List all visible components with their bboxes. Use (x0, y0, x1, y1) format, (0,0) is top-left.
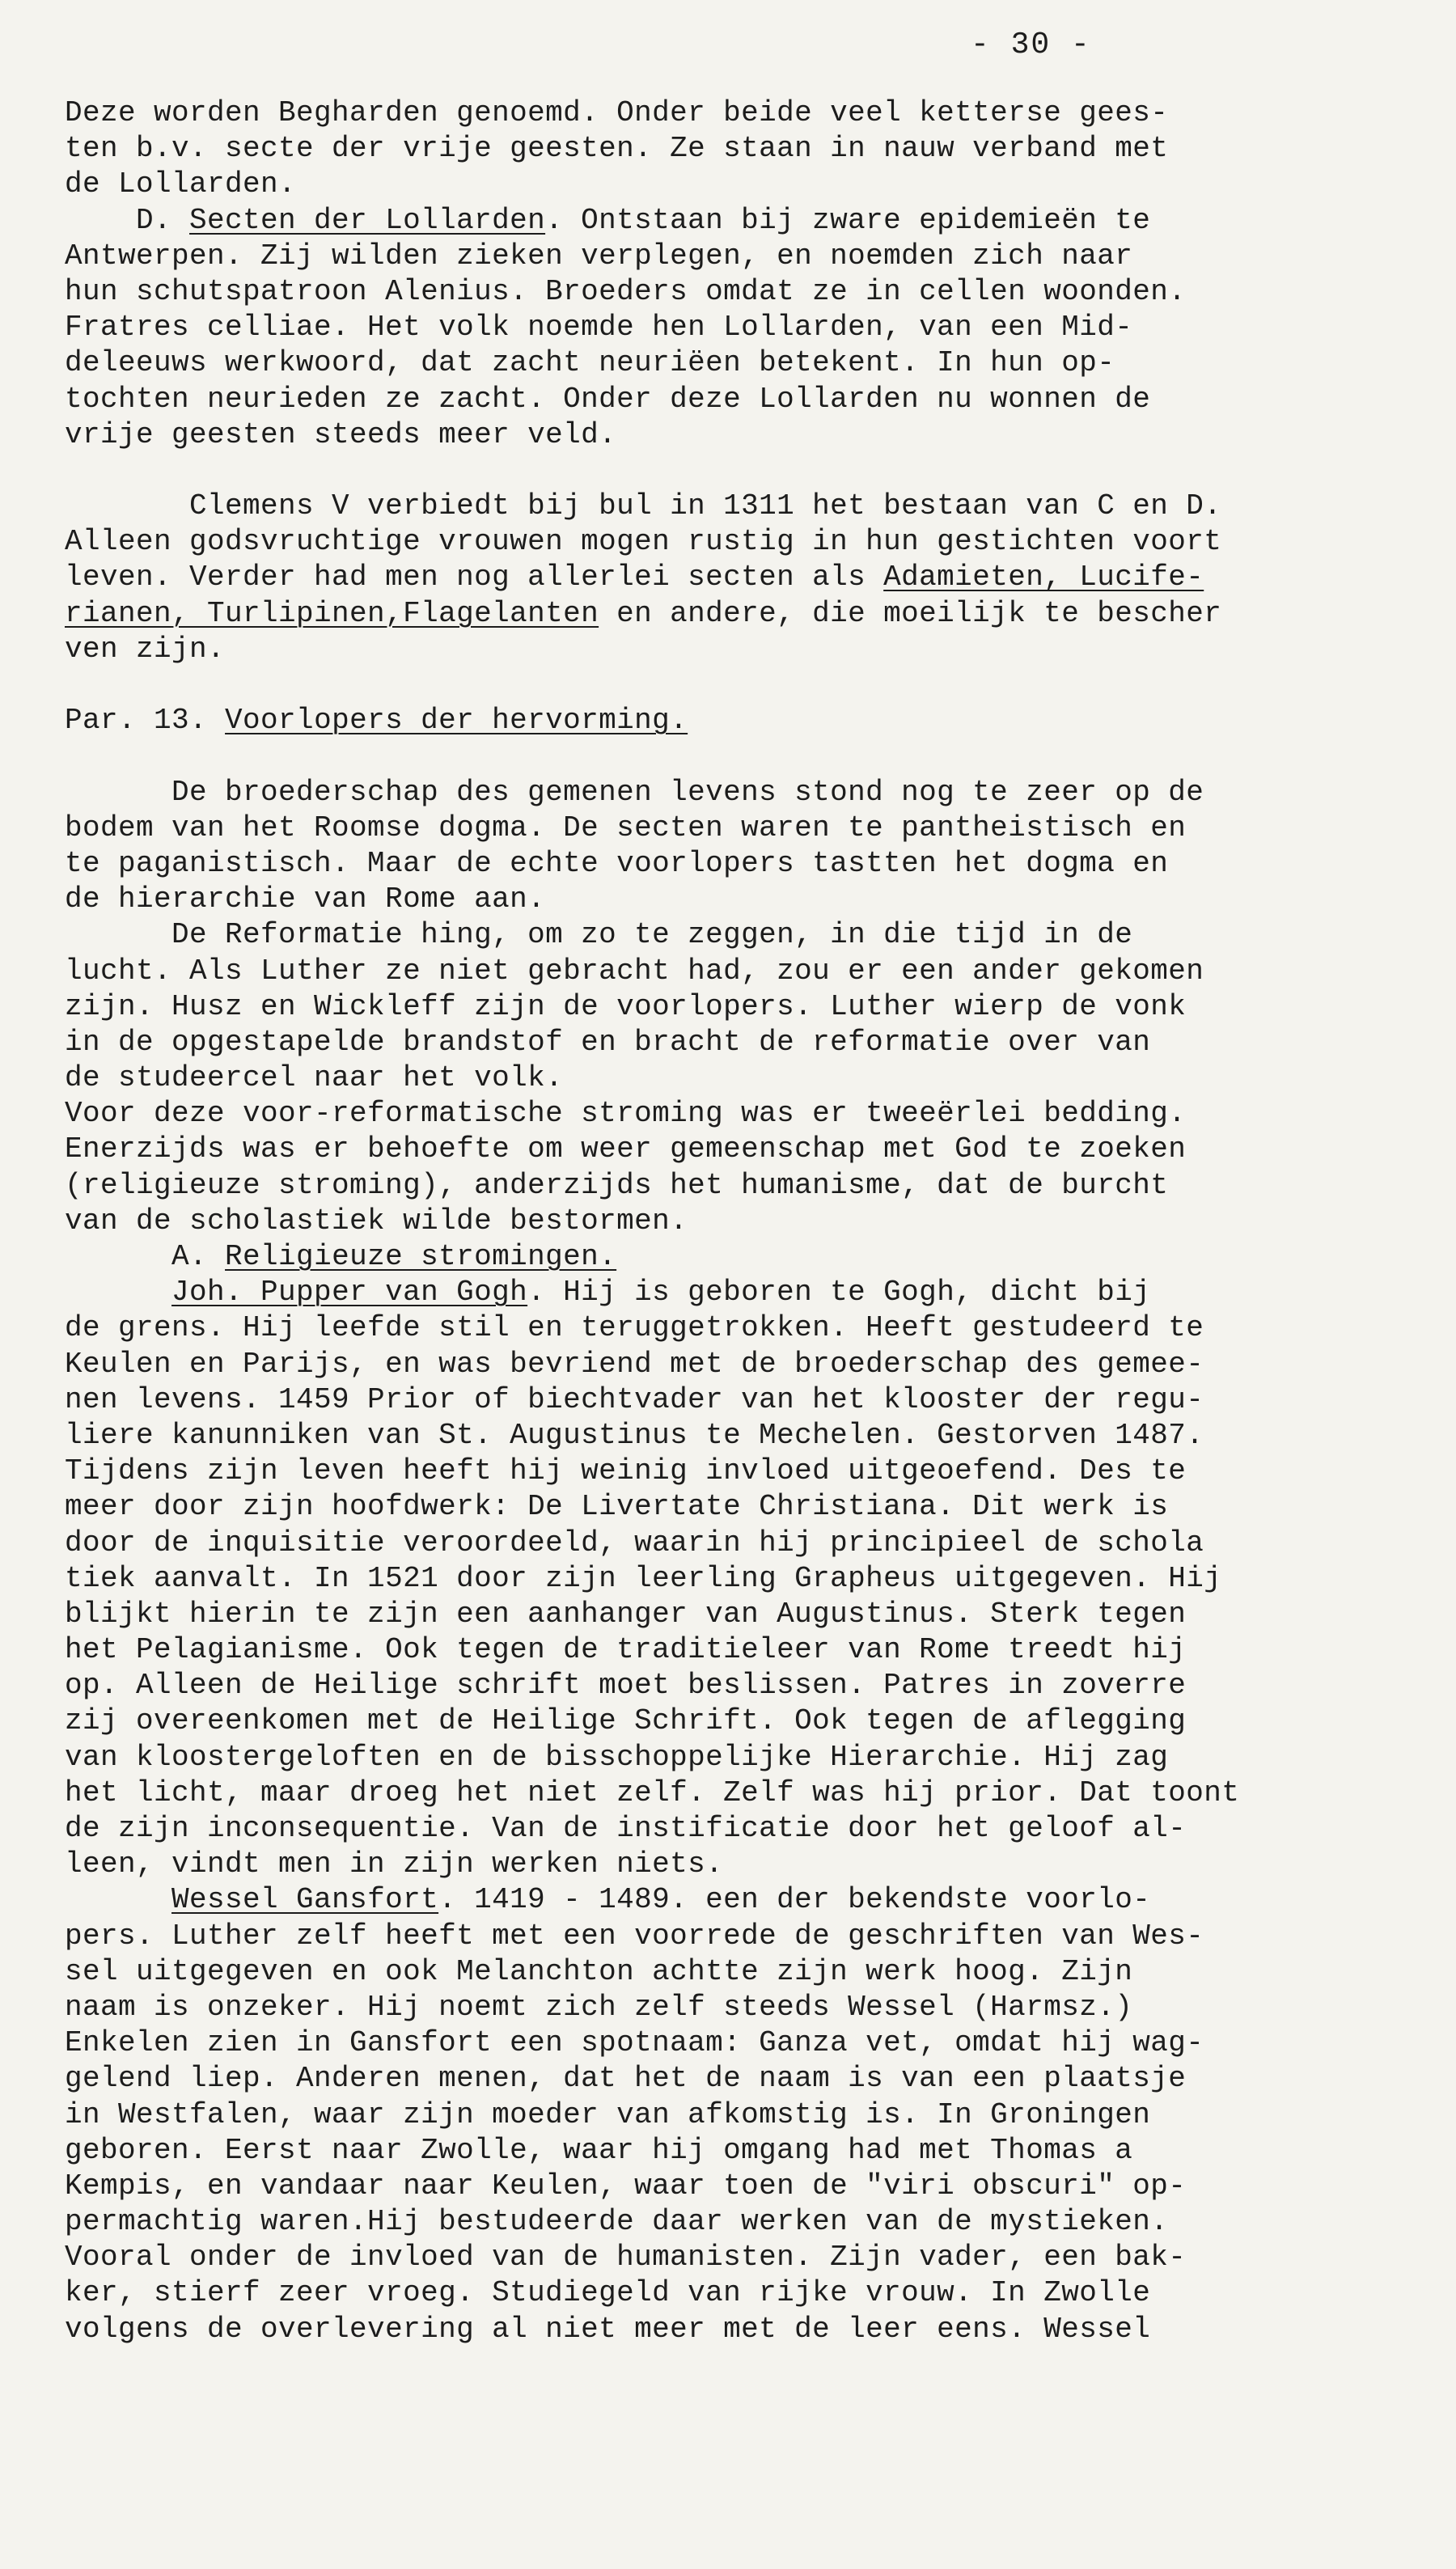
text-segment: Deze worden Begharden genoemd. Onder beide veel ketterse gees- (65, 96, 1169, 129)
text-line (65, 1275, 1424, 1310)
underlined-heading: rianen, Turlipinen,Flagelanten (65, 596, 599, 630)
text-segment: D. (65, 203, 190, 237)
text-segment: De broederschap des gemenen levens stond nog te zeer op de (65, 775, 1204, 809)
text-segment: leven. Verder had men nog allerlei secten als (65, 561, 884, 595)
text-segment: lucht. Als Luther ze niet gebracht had, zou er een ander gekomen (65, 954, 1204, 988)
text-segment: . Ontstaan bij zware epidemieën te (545, 203, 1151, 237)
text-line (65, 1204, 1424, 1239)
text-segment: zij overeenkomen met de Heilige Schrift. Ook tegen de aflegging (65, 1704, 1187, 1738)
text-line (65, 1060, 1424, 1096)
text-line (65, 1561, 1424, 1597)
text-line (65, 239, 1424, 274)
text-segment: leen, vindt men in zijn werken niets. (65, 1847, 724, 1881)
text-segment: . 1419 - 1489. een der bekendste voorlo- (438, 1883, 1151, 1917)
text-line (65, 2204, 1424, 2240)
text-line (65, 2312, 1424, 2347)
text-segment: Alleen godsvruchtige vrouwen mogen rustig in hun gestichten voort (65, 525, 1222, 559)
text-segment: het Pelagianisme. Ook tegen de traditieleer van Rome treedt hij (65, 1633, 1187, 1667)
underlined-heading: Secten der Lollarden (189, 203, 546, 237)
text-line (65, 345, 1424, 381)
text-line (65, 131, 1424, 167)
text-line (65, 1847, 1424, 1882)
text-line (65, 274, 1424, 310)
text-line (65, 1668, 1424, 1703)
text-segment: en andere, die moeilijk te bescher (599, 596, 1222, 630)
text-line (65, 1597, 1424, 1632)
text-segment: hun schutspatroon Alenius. Broeders omdat ze in cellen woonden. (65, 274, 1187, 308)
text-segment: naam is onzeker. Hij noemt zich zelf steeds Wessel (Harmsz.) (65, 1990, 1133, 2024)
text-line (65, 810, 1424, 846)
text-line (65, 524, 1424, 560)
text-segment: de grens. Hij leefde stil en teruggetrokken. Heeft gestudeerd te (65, 1311, 1204, 1345)
text-line (65, 489, 1424, 524)
text-line (65, 632, 1424, 667)
text-segment: nen levens. 1459 Prior of biechtvader van het klooster der regu- (65, 1382, 1204, 1416)
text-segment: in Westfalen, waar zijn moeder van afkomstig is. In Groningen (65, 2097, 1151, 2131)
text-segment: tochten neurieden ze zacht. Onder deze Lollarden nu wonnen de (65, 382, 1151, 416)
text-line (65, 2240, 1424, 2275)
text-segment: deleeuws werkwoord, dat zacht neuriëen betekent. In hun op- (65, 346, 1115, 380)
underlined-heading: Wessel Gansfort (171, 1883, 439, 1917)
text-line (65, 1740, 1424, 1775)
text-segment: Par. 13. (65, 704, 226, 738)
text-segment: het licht, maar droeg het niet zelf. Zelf was hij prior. Dat toont (65, 1775, 1240, 1809)
text-line (65, 596, 1424, 632)
text-line (65, 1919, 1424, 1954)
text-line (65, 2169, 1424, 2204)
text-segment: ven zijn. (65, 632, 226, 666)
text-line (65, 1347, 1424, 1382)
text-segment: Fratres celliae. Het volk noemde hen Lollarden, van een Mid- (65, 311, 1133, 345)
text-segment: ker, stierf zeer vroeg. Studiegeld van rijke vrouw. In Zwolle (65, 2276, 1151, 2310)
text-segment: op. Alleen de Heilige schrift moet beslissen. Patres in zoverre (65, 1669, 1187, 1703)
text-segment: Tijdens zijn leven heeft hij weinig invloed uitgeoefend. Des te (65, 1454, 1187, 1488)
text-segment: zijn. Husz en Wickleff zijn de voorlopers. Luther wierp de vonk (65, 989, 1187, 1023)
text-line (65, 1132, 1424, 1167)
text-segment: Enkelen zien in Gansfort een spotnaam: Ganza vet, omdat hij wag- (65, 2026, 1204, 2060)
underlined-heading: Voorlopers der hervorming. (225, 704, 688, 738)
text-line (65, 1489, 1424, 1525)
body-text (65, 95, 1424, 2347)
text-segment: tiek aanvalt. In 1521 door zijn leerling Grapheus uitgegeven. Hij (65, 1561, 1222, 1595)
text-line (65, 1025, 1424, 1060)
text-segment: door de inquisitie veroordeeld, waarin hij principieel de schola (65, 1526, 1204, 1560)
text-segment: liere kanunniken van St. Augustinus te Mechelen. Gestorven 1487. (65, 1418, 1204, 1452)
text-segment: Clemens V verbiedt bij bul in 1311 het bestaan van C en D. (65, 489, 1222, 523)
text-line (65, 1382, 1424, 1418)
text-line (65, 739, 1424, 774)
text-line (65, 1096, 1424, 1132)
text-line (65, 417, 1424, 453)
text-line (65, 1954, 1424, 1990)
text-segment: te paganistisch. Maar de echte voorlopers tastten het dogma en (65, 846, 1169, 880)
text-line (65, 560, 1424, 595)
text-line (65, 1454, 1424, 1489)
text-line (65, 1811, 1424, 1847)
text-line (65, 2061, 1424, 2097)
text-segment: volgens de overlevering al niet meer met de leer eens. Wessel (65, 2312, 1151, 2346)
text-segment: de zijn inconsequentie. Van de instificatie door het geloof al- (65, 1812, 1187, 1845)
text-line (65, 1168, 1424, 1204)
text-line (65, 203, 1424, 239)
text-segment: Voor deze voor-reformatische stroming was er tweeërlei bedding. (65, 1097, 1187, 1131)
text-line (65, 2025, 1424, 2061)
text-segment (65, 1276, 171, 1309)
text-line (65, 989, 1424, 1025)
page-number: - 30 - (971, 28, 1091, 62)
text-line (65, 917, 1424, 953)
text-segment: geboren. Eerst naar Zwolle, waar hij omgang had met Thomas a (65, 2133, 1133, 2167)
text-segment: Vooral onder de invloed van de humanisten. Zijn vader, een bak- (65, 2241, 1187, 2275)
text-line (65, 2275, 1424, 2311)
text-line (65, 775, 1424, 810)
text-line (65, 954, 1424, 989)
text-segment: de hierarchie van Rome aan. (65, 882, 546, 916)
text-line (65, 453, 1424, 489)
text-segment: (religieuze stroming), anderzijds het humanisme, dat de burcht (65, 1168, 1169, 1202)
text-line (65, 1775, 1424, 1811)
text-line (65, 1632, 1424, 1668)
text-line (65, 2133, 1424, 2169)
text-line (65, 1703, 1424, 1739)
text-line (65, 2097, 1424, 2133)
text-segment: Keulen en Parijs, en was bevriend met de broederschap des gemee- (65, 1347, 1204, 1381)
text-segment: Kempis, en vandaar naar Keulen, waar toen de "viri obscuri" op- (65, 2169, 1187, 2203)
text-line (65, 95, 1424, 131)
text-segment: Antwerpen. Zij wilden zieken verplegen, en noemden zich naar (65, 239, 1133, 273)
text-line (65, 882, 1424, 917)
text-line (65, 846, 1424, 882)
text-segment: pers. Luther zelf heeft met een voorrede de geschriften van Wes- (65, 1919, 1204, 1953)
text-line (65, 310, 1424, 345)
text-segment: gelend liep. Anderen menen, dat het de naam is van een plaatsje (65, 2062, 1187, 2096)
text-segment: de studeercel naar het volk. (65, 1061, 564, 1095)
text-segment: permachtig waren.Hij bestudeerde daar werken van de mystieken. (65, 2205, 1169, 2239)
text-line (65, 1882, 1424, 1918)
text-line (65, 1418, 1424, 1454)
text-line (65, 1310, 1424, 1346)
text-segment: . Hij is geboren te Gogh, dicht bij (527, 1276, 1151, 1310)
text-segment: de Lollarden. (65, 167, 297, 201)
text-segment: vrije geesten steeds meer veld. (65, 417, 617, 451)
text-segment: in de opgestapelde brandstof en bracht de reformatie over van (65, 1025, 1151, 1059)
text-line (65, 1990, 1424, 2025)
text-line (65, 703, 1424, 739)
text-segment: Enerzijds was er behoefte om weer gemeenschap met God te zoeken (65, 1132, 1187, 1166)
underlined-heading: Joh. Pupper van Gogh (171, 1276, 528, 1310)
text-line (65, 667, 1424, 703)
text-segment (65, 1883, 171, 1916)
text-line (65, 167, 1424, 202)
text-line (65, 1239, 1424, 1275)
text-segment: blijkt hierin te zijn een aanhanger van Augustinus. Sterk tegen (65, 1597, 1187, 1631)
underlined-heading: Adamieten, Lucife- (883, 561, 1204, 595)
text-segment: ten b.v. secte der vrije geesten. Ze staan in nauw verband met (65, 132, 1169, 166)
text-segment: meer door zijn hoofdwerk: De Livertate Christiana. Dit werk is (65, 1490, 1169, 1524)
text-segment: bodem van het Roomse dogma. De secten waren te pantheistisch en (65, 810, 1187, 844)
text-segment: De Reformatie hing, om zo te zeggen, in die tijd in de (65, 918, 1133, 952)
text-line (65, 382, 1424, 417)
underlined-heading: Religieuze stromingen. (225, 1240, 617, 1273)
text-segment: sel uitgegeven en ook Melanchton achtte zijn werk hoog. Zijn (65, 1954, 1133, 1988)
text-segment: van kloostergeloften en de bisschoppelijke Hierarchie. Hij zag (65, 1740, 1169, 1774)
text-segment: van de scholastiek wilde bestormen. (65, 1204, 688, 1238)
text-line (65, 1526, 1424, 1561)
text-segment: A. (65, 1240, 226, 1273)
